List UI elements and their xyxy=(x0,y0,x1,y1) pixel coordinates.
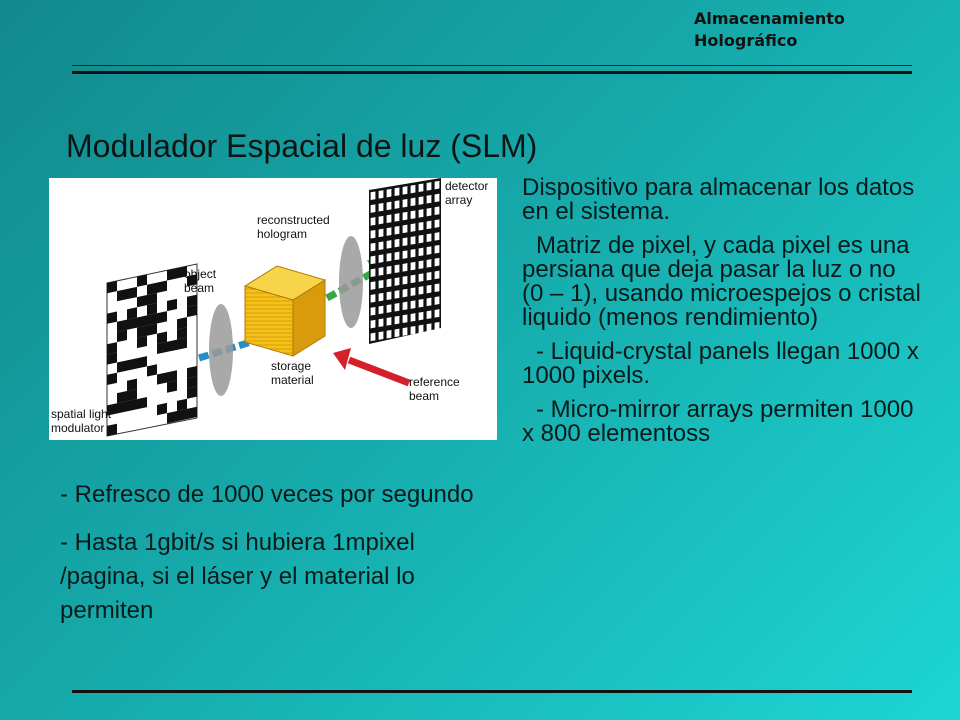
slm-pixel xyxy=(107,311,117,323)
detector-pixel xyxy=(379,280,384,289)
performance-notes xyxy=(60,478,480,642)
slm-pixel xyxy=(137,356,147,368)
detector-pixel xyxy=(435,284,440,293)
detector-pixel xyxy=(371,204,376,213)
detector-pixel xyxy=(419,273,424,282)
slm-pixel xyxy=(137,275,147,287)
detector-pixel xyxy=(395,329,400,338)
slm-pixel xyxy=(127,399,137,411)
detector-pixel xyxy=(411,211,416,220)
detector-pixel xyxy=(411,300,416,308)
detector-pixel xyxy=(435,219,440,228)
paragraph-pixel-matrix: Matriz de pixel, y cada pixel es una persiana que deja pasar la luz o no (0 – 1), usando microespejos o cristal liquido (menos rendimiento) xyxy=(522,232,921,331)
header-rule-thin xyxy=(72,65,912,66)
header-title-line2: Holográfico xyxy=(694,31,798,50)
detector-array xyxy=(369,178,441,344)
detector-pixel xyxy=(427,272,432,281)
detector-pixel xyxy=(427,311,432,320)
detector-pixel xyxy=(379,293,384,302)
detector-pixel xyxy=(403,276,408,285)
hologram-lens xyxy=(339,236,363,328)
slm-pixel xyxy=(107,281,117,293)
detector-pixel xyxy=(379,267,384,276)
object-lens xyxy=(209,304,233,396)
detector-pixel xyxy=(387,292,392,301)
slm-pixel xyxy=(117,289,127,301)
slm-pixel xyxy=(187,305,197,317)
label-reference-1: reference xyxy=(409,375,460,389)
description-column xyxy=(522,176,922,456)
slm-pixel xyxy=(127,287,137,299)
slm-pixel xyxy=(147,293,157,305)
slm-pixel xyxy=(137,295,147,307)
detector-pixel xyxy=(387,189,392,198)
header-title xyxy=(694,8,924,52)
footer-rule xyxy=(72,690,912,693)
slm-pixel xyxy=(177,327,187,339)
detector-pixel xyxy=(419,196,424,205)
detector-pixel xyxy=(435,207,440,216)
detector-pixel xyxy=(387,330,392,339)
slm-pixel xyxy=(117,330,127,342)
detector-pixel xyxy=(419,209,424,218)
detector-pixel xyxy=(411,198,416,207)
slm-pixel xyxy=(157,372,167,384)
label-reference-2: beam xyxy=(409,389,440,403)
detector-pixel xyxy=(419,222,424,231)
label-slm-1: spatial light xyxy=(51,407,112,421)
detector-pixel xyxy=(419,286,424,295)
detector-pixel xyxy=(371,281,376,290)
paragraph-device: Dispositivo para almacenar los datos en el sistema. xyxy=(522,174,915,225)
detector-pixel xyxy=(371,269,376,278)
detector-pixel xyxy=(387,317,392,326)
detector-pixel xyxy=(395,226,400,235)
detector-pixel xyxy=(387,266,392,275)
detector-pixel xyxy=(435,181,440,190)
storage-crystal xyxy=(245,266,325,356)
detector-pixel xyxy=(435,194,440,203)
detector-pixel xyxy=(411,262,416,271)
slm-pixel xyxy=(157,332,167,344)
slm-pixel xyxy=(137,336,147,348)
detector-pixel xyxy=(379,254,384,263)
detector-pixel xyxy=(387,253,392,262)
slm-pixel xyxy=(167,268,177,280)
holography-diagram xyxy=(49,178,497,440)
detector-pixel xyxy=(411,313,416,322)
detector-pixel xyxy=(395,303,400,312)
detector-pixel xyxy=(371,217,376,226)
slm-pixel xyxy=(117,360,127,372)
detector-pixel xyxy=(403,289,408,298)
slm-pixel xyxy=(137,397,147,409)
detector-pixel xyxy=(387,279,392,288)
slm-pixel xyxy=(157,311,167,323)
slm-pixel xyxy=(127,317,137,329)
label-object-1: object xyxy=(184,267,217,281)
detector-pixel xyxy=(403,327,408,336)
detector-pixel xyxy=(427,234,432,243)
slm-pixel xyxy=(157,281,167,293)
detector-pixel xyxy=(427,323,432,332)
detector-pixel xyxy=(371,230,376,239)
slm-pixel xyxy=(177,338,187,350)
detector-pixel xyxy=(435,258,440,267)
detector-pixel xyxy=(419,184,424,193)
detector-pixel xyxy=(379,306,384,315)
detector-pixel xyxy=(427,208,432,217)
detector-pixel xyxy=(435,271,440,280)
slm-pixel xyxy=(177,399,187,411)
detector-pixel xyxy=(395,213,400,222)
detector-pixel xyxy=(371,192,376,201)
detector-pixel xyxy=(411,236,416,244)
label-detector-1: detector xyxy=(445,179,489,193)
note-refresh-rate: - Refresco de 1000 veces por segundo xyxy=(60,481,474,508)
detector-pixel xyxy=(427,285,432,294)
detector-pixel xyxy=(419,235,424,244)
detector-pixel xyxy=(387,240,392,248)
slm-pixel xyxy=(147,303,157,315)
detector-pixel xyxy=(419,261,424,270)
detector-pixel xyxy=(387,227,392,236)
slm-pixel xyxy=(107,424,117,436)
slm-pixel xyxy=(177,409,187,421)
detector-pixel xyxy=(379,203,384,212)
detector-pixel xyxy=(411,288,416,297)
slm-pixel xyxy=(177,317,187,329)
slm-pixel xyxy=(147,323,157,335)
slm-pixel xyxy=(167,299,177,311)
detector-pixel xyxy=(411,275,416,284)
detector-pixel xyxy=(403,225,408,234)
detector-pixel xyxy=(371,333,376,342)
detector-pixel xyxy=(395,316,400,325)
detector-pixel xyxy=(371,256,376,265)
detector-pixel xyxy=(403,186,408,195)
detector-pixel xyxy=(403,199,408,208)
detector-pixel xyxy=(379,216,384,225)
detector-pixel xyxy=(419,248,424,257)
detector-pixel xyxy=(411,185,416,194)
detector-pixel xyxy=(403,315,408,324)
detector-pixel xyxy=(419,312,424,321)
slm-pixel xyxy=(187,386,197,398)
slm-pixel xyxy=(107,373,117,385)
detector-pixel xyxy=(419,299,424,308)
detector-pixel xyxy=(427,246,432,255)
detector-pixel xyxy=(387,215,392,224)
paragraph-liquid-crystal: - Liquid-crystal panels llegan 1000 x 1000 pixels. xyxy=(522,338,919,389)
detector-pixel xyxy=(395,252,400,261)
detector-pixel xyxy=(379,190,384,199)
detector-pixel xyxy=(403,302,408,311)
detector-pixel xyxy=(379,331,384,340)
detector-pixel xyxy=(379,319,384,328)
slm-pixel xyxy=(167,340,177,352)
header-rule-thick xyxy=(72,71,912,74)
detector-pixel xyxy=(395,188,400,197)
reference-beam-arrow xyxy=(333,348,409,383)
detector-pixel xyxy=(371,243,376,252)
detector-pixel xyxy=(435,322,440,331)
label-hologram-1: reconstructed xyxy=(257,213,330,227)
note-throughput: - Hasta 1gbit/s si hubiera 1mpixel /pagina, si el láser y el material lo permiten xyxy=(60,529,415,624)
slm-pixel xyxy=(167,370,177,382)
slm-pixel xyxy=(147,283,157,295)
slm-pixel xyxy=(117,391,127,403)
slide-title: Modulador Espacial de luz (SLM) xyxy=(66,128,538,164)
detector-pixel xyxy=(435,232,440,241)
slm-pixel xyxy=(187,366,197,378)
detector-pixel xyxy=(427,259,432,268)
slm-pixel xyxy=(127,389,137,401)
detector-pixel xyxy=(427,182,432,191)
detector-pixel xyxy=(427,221,432,230)
detector-pixel xyxy=(371,320,376,329)
detector-pixel xyxy=(435,296,440,305)
slm-pixel xyxy=(147,313,157,325)
detector-pixel xyxy=(427,195,432,204)
slm-pixel xyxy=(167,380,177,392)
holography-diagram-svg xyxy=(49,178,497,440)
detector-pixel xyxy=(395,239,400,248)
label-object-2: beam xyxy=(184,281,215,295)
detector-pixel xyxy=(395,200,400,209)
detector-pixel xyxy=(387,304,392,312)
detector-pixel xyxy=(403,263,408,272)
slm-pixel xyxy=(117,320,127,332)
slm-pixel xyxy=(147,364,157,376)
detector-pixel xyxy=(403,250,408,259)
detector-pixel xyxy=(387,202,392,211)
slm-pixel xyxy=(107,352,117,364)
detector-pixel xyxy=(435,309,440,318)
label-hologram-2: hologram xyxy=(257,227,308,241)
label-detector-2: array xyxy=(445,193,473,207)
detector-pixel xyxy=(411,223,416,232)
detector-pixel xyxy=(403,212,408,221)
label-storage-2: material xyxy=(271,373,314,387)
paragraph-micro-mirror: - Micro-mirror arrays permiten 1000 x 800 elementoss xyxy=(522,396,914,447)
detector-pixel xyxy=(395,290,400,299)
slm-pixel xyxy=(127,379,137,391)
slm-pixel xyxy=(137,326,147,338)
detector-pixel xyxy=(379,242,384,251)
detector-pixel xyxy=(419,325,424,334)
slm-pixel xyxy=(157,342,167,354)
detector-pixel xyxy=(435,245,440,254)
detector-pixel xyxy=(371,307,376,316)
detector-pixel xyxy=(403,238,408,247)
slm-pixel xyxy=(107,342,117,354)
slm-pixel xyxy=(187,376,197,388)
slm-pixel xyxy=(127,358,137,370)
label-storage-1: storage xyxy=(271,359,312,373)
slm-pixel xyxy=(157,403,167,415)
label-slm-2: modulator xyxy=(51,421,105,435)
detector-pixel xyxy=(427,298,432,307)
slm-pixel xyxy=(187,295,197,307)
header-title-line1: Almacenamiento xyxy=(694,9,845,28)
slm-pixel xyxy=(187,407,197,419)
detector-pixel xyxy=(411,326,416,335)
detector-pixel xyxy=(379,229,384,238)
detector-pixel xyxy=(411,249,416,258)
slm-pixel xyxy=(117,401,127,413)
slm-pixel xyxy=(127,307,137,319)
detector-pixel xyxy=(371,294,376,303)
slm-pixel xyxy=(137,315,147,327)
detector-pixel xyxy=(395,277,400,286)
slm-pixel xyxy=(167,411,177,423)
detector-pixel xyxy=(395,265,400,274)
